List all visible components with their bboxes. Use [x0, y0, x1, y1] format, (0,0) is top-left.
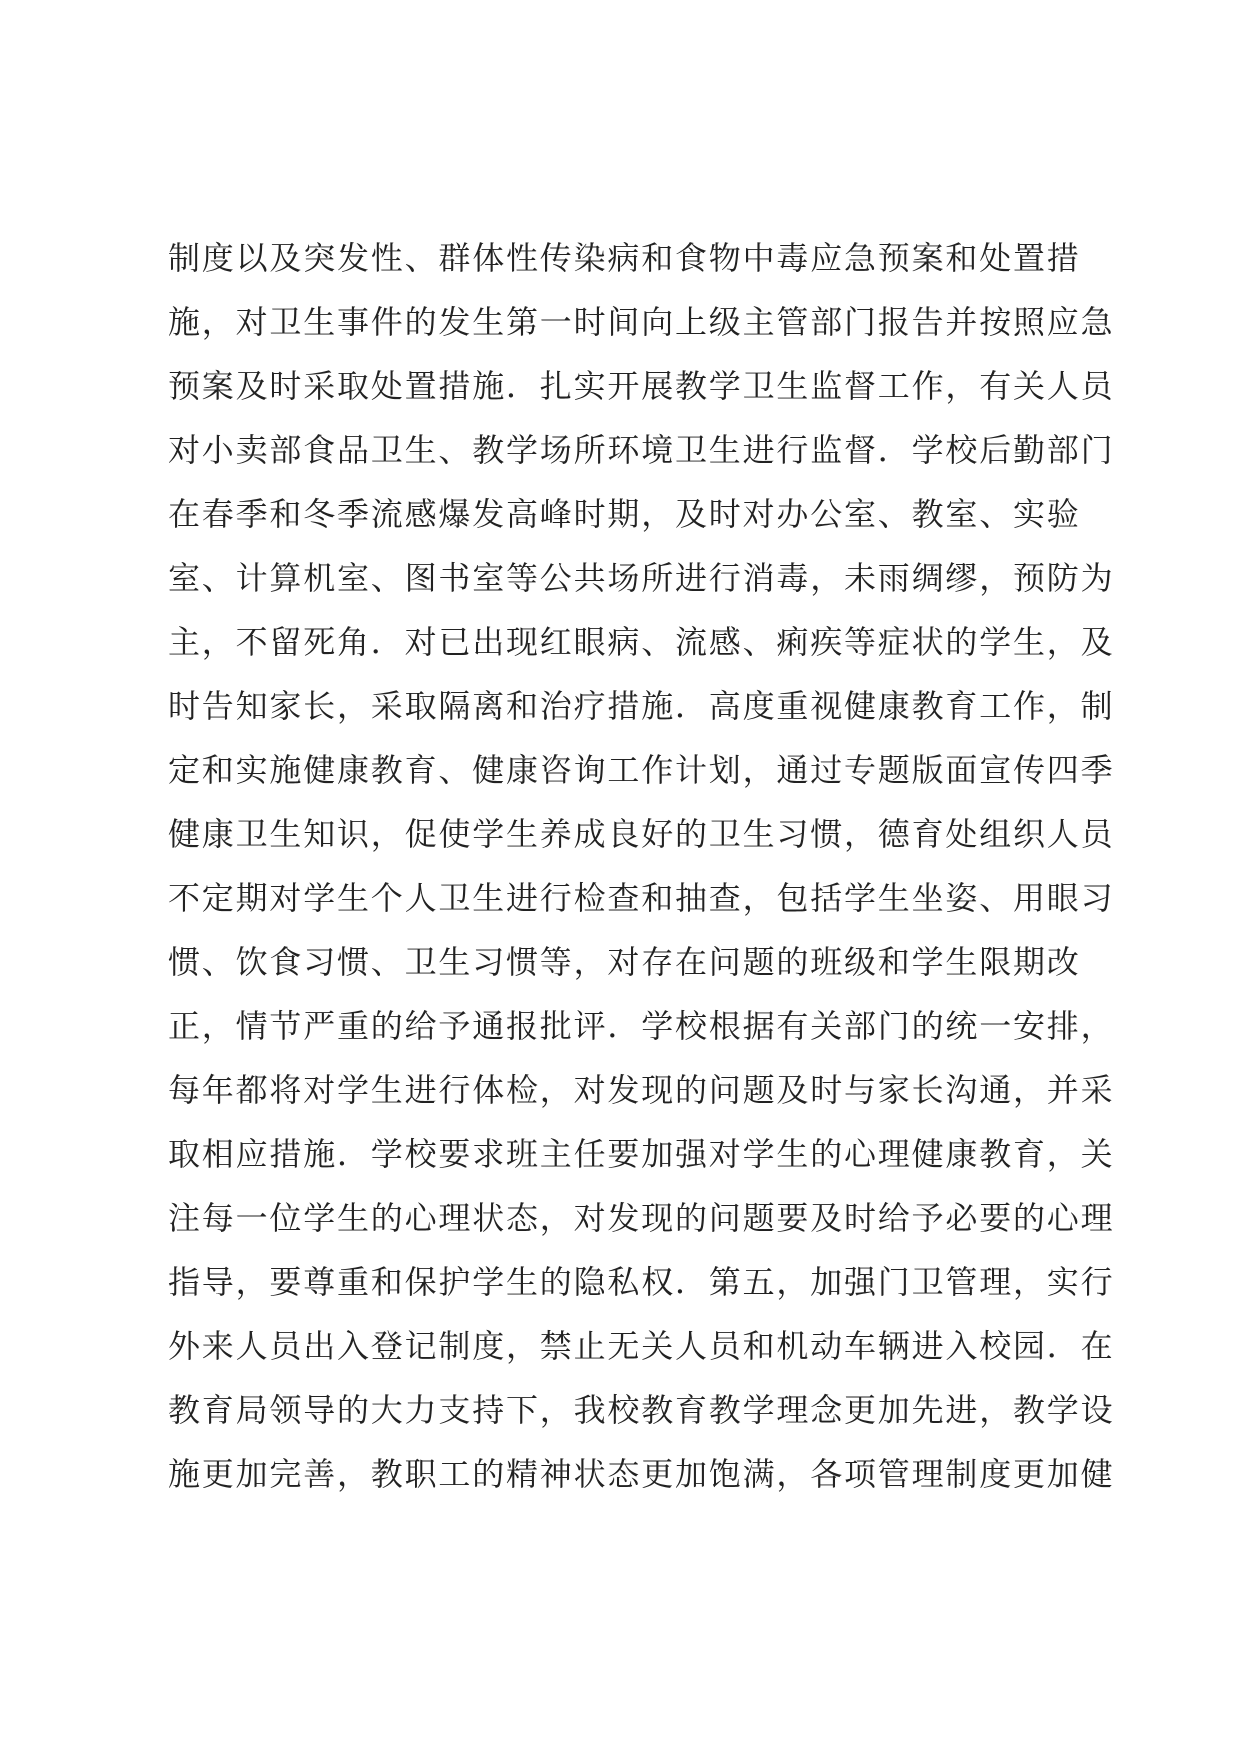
text-line: 时告知家长，采取隔离和治疗措施．高度重视健康教育工作，制 — [168, 687, 1115, 725]
text-line: 预案及时采取处置措施．扎实开展教学卫生监督工作，有关人员 — [168, 367, 1115, 405]
text-line: 施更加完善，教职工的精神状态更加饱满，各项管理制度更加健 — [168, 1455, 1115, 1493]
text-line: 在春季和冬季流感爆发高峰时期，及时对办公室、教室、实验 — [168, 495, 1081, 533]
text-line: 正，情节严重的给予通报批评．学校根据有关部门的统一安排， — [168, 1007, 1115, 1045]
text-line: 对小卖部食品卫生、教学场所环境卫生进行监督．学校后勤部门 — [168, 431, 1115, 469]
text-line: 注每一位学生的心理状态，对发现的问题要及时给予必要的心理 — [168, 1199, 1115, 1237]
text-line: 制度以及突发性、群体性传染病和食物中毒应急预案和处置措 — [168, 239, 1081, 277]
text-line: 主，不留死角．对已出现红眼病、流感、痢疾等症状的学生，及 — [168, 623, 1115, 661]
text-line: 室、计算机室、图书室等公共场所进行消毒，未雨绸缪，预防为 — [168, 559, 1115, 597]
text-line: 外来人员出入登记制度，禁止无关人员和机动车辆进入校园．在 — [168, 1327, 1115, 1365]
text-line: 惯、饮食习惯、卫生习惯等，对存在问题的班级和学生限期改 — [168, 943, 1081, 981]
text-line: 教育局领导的大力支持下，我校教育教学理念更加先进，教学设 — [168, 1391, 1115, 1429]
text-line: 定和实施健康教育、健康咨询工作计划，通过专题版面宣传四季 — [168, 751, 1115, 789]
text-line: 每年都将对学生进行体检，对发现的问题及时与家长沟通，并采 — [168, 1071, 1115, 1109]
text-line: 指导，要尊重和保护学生的隐私权．第五，加强门卫管理，实行 — [168, 1263, 1115, 1301]
body-text — [168, 226, 1115, 1506]
text-line: 不定期对学生个人卫生进行检查和抽查，包括学生坐姿、用眼习 — [168, 879, 1115, 917]
text-line: 健康卫生知识，促使学生养成良好的卫生习惯，德育处组织人员 — [168, 815, 1115, 853]
text-line: 施，对卫生事件的发生第一时间向上级主管部门报告并按照应急 — [168, 303, 1115, 341]
text-line: 取相应措施．学校要求班主任要加强对学生的心理健康教育，关 — [168, 1135, 1115, 1173]
